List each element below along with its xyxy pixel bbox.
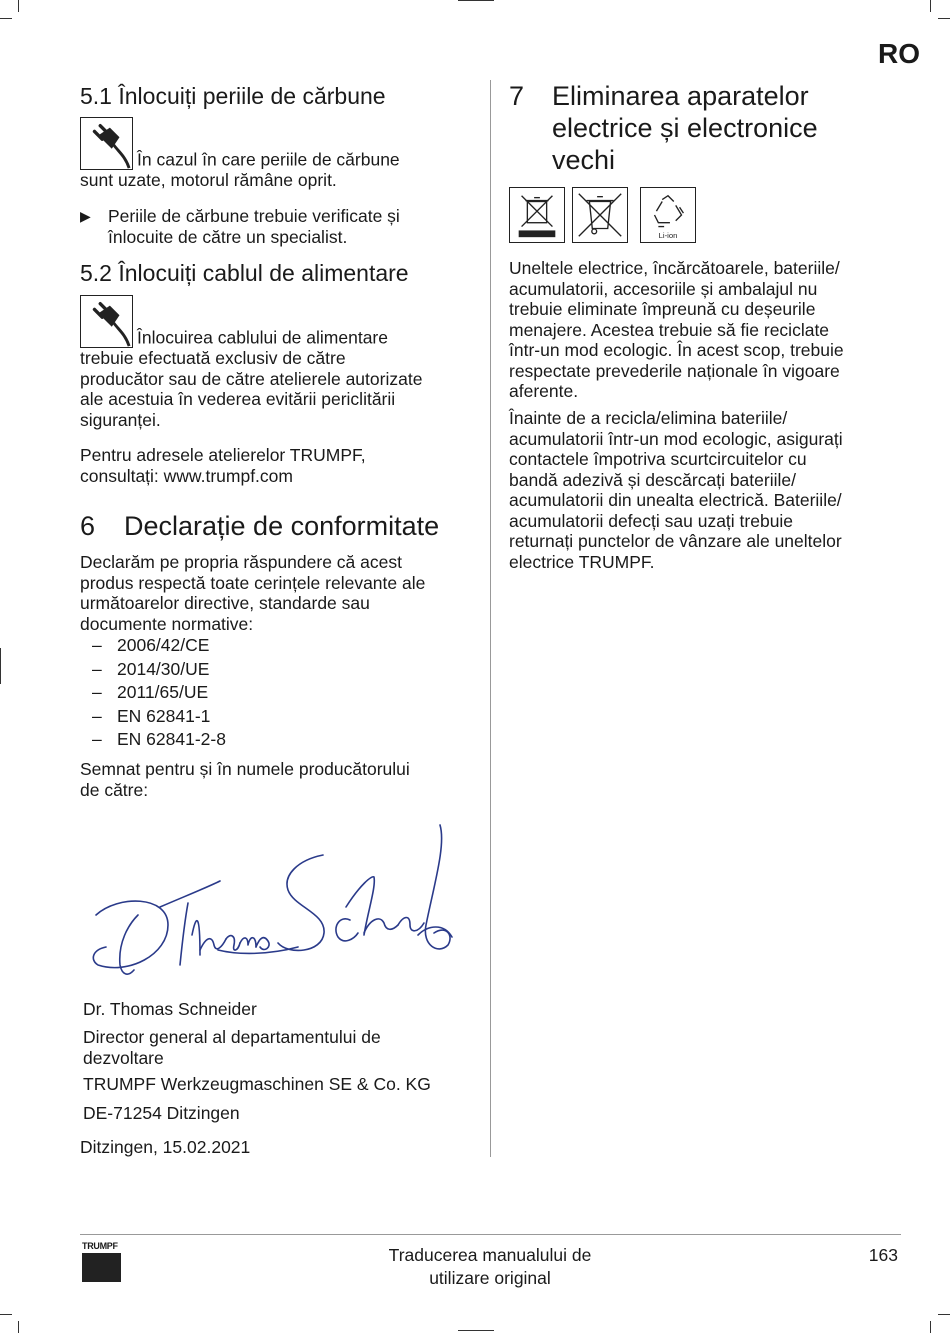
trumpf-logo <box>82 1241 122 1282</box>
workshop-address-paragraph <box>80 445 480 486</box>
signed-paragraph <box>80 759 480 800</box>
crop-mark <box>18 1321 19 1333</box>
section-number: 6 <box>80 511 96 541</box>
para-line: respectate prevederile naționale în vigoare <box>509 360 840 381</box>
recycle-li-ion-icon <box>640 187 696 243</box>
footer-title <box>340 1244 640 1290</box>
signer-title <box>83 1027 381 1068</box>
section-5-2-paragraph <box>80 295 480 430</box>
logo-text: TRUMPF <box>82 1241 118 1251</box>
para-line: contactele împotriva scurtcircuitelor cu <box>509 449 807 469</box>
crop-mark <box>938 1314 950 1315</box>
para-line: aferente. <box>509 381 579 401</box>
para-line: menajere. Acestea trebuie să fie reciclate <box>509 319 830 340</box>
signer-name: Dr. Thomas Schneider <box>83 999 257 1019</box>
crop-mark <box>18 0 19 12</box>
page-number: 163 <box>868 1245 898 1265</box>
company-name: TRUMPF Werkzeugmaschinen SE & Co. KG <box>83 1074 431 1094</box>
para-line: trebuie efectuată exclusiv de către <box>80 348 346 368</box>
para-line: acumulatorii, accesoriile și ambalajul nu <box>509 278 818 299</box>
signature-image <box>88 815 458 990</box>
para-line: acumulatorii defecți sau uzați trebuie <box>509 510 794 531</box>
heading-line: Eliminarea aparatelor <box>552 81 809 111</box>
para-line: trebuie eliminate împreună cu deșeurile <box>509 299 816 319</box>
para-line: producător sau de către atelierele autorizate <box>80 368 423 389</box>
para-line: într-un mod ecologic. În acest scop, trebuie <box>509 340 844 360</box>
para-line: Înainte de a recicla/elimina bateriile/ <box>509 408 788 428</box>
para-line: consultați: www.trumpf.com <box>80 465 293 486</box>
bullet-line: Periile de cărbune trebuie verificate și <box>108 206 400 226</box>
para-start: În cazul în care periile de cărbune <box>137 149 400 170</box>
standards-list <box>80 634 480 752</box>
para-line: Semnat pentru și în numele producătorului <box>80 759 410 779</box>
crop-mark <box>938 18 950 19</box>
heading-5-2: 5.2 Înlocuiți cablul de alimentare <box>80 260 409 286</box>
footer-line: utilizare original <box>429 1268 551 1288</box>
heading-7 <box>509 80 909 176</box>
para-line: acumulatorii din unealta electrică. Bateriile/ <box>509 490 842 510</box>
footer-line: Traducerea manualului de <box>388 1245 592 1265</box>
para-line: Pentru adresele atelierelor TRUMPF, <box>80 445 366 465</box>
para-line: Director general al departamentului de <box>83 1027 381 1047</box>
para-line: ale acestuia în vederea evitării periclitării <box>80 389 396 409</box>
crop-mark <box>930 1321 931 1333</box>
heading-line: electrice și electronice <box>552 113 818 143</box>
disposal-paragraph-2 <box>509 408 889 572</box>
para-line: returnați punctelor de vânzare ale uneltelor <box>509 531 842 551</box>
crop-mark <box>930 0 931 12</box>
crop-mark <box>0 18 12 19</box>
heading-5-1: 5.1 Înlocuiți periile de cărbune <box>80 83 386 109</box>
triangle-bullet-icon: ▶ <box>80 208 91 224</box>
bullet-line: înlocuite de către un specialist. <box>108 226 348 247</box>
para-line: electrice TRUMPF. <box>509 551 655 572</box>
crop-mark <box>0 1314 12 1315</box>
list-item: – 2006/42/CE <box>92 635 210 655</box>
company-address: DE-71254 Ditzingen <box>83 1103 240 1123</box>
declaration-paragraph <box>80 552 480 634</box>
column-divider <box>490 80 491 1157</box>
list-item: – 2014/30/UE <box>92 658 210 679</box>
plug-icon <box>80 295 133 348</box>
footer-rule <box>80 1234 901 1235</box>
language-code: RO <box>878 38 920 69</box>
para-line: de către: <box>80 779 149 800</box>
section-number: 7 <box>509 81 525 111</box>
weee-crossed-bin-icon <box>572 187 628 243</box>
para-line: Uneltele electrice, încărcătoarele, bateriile/ <box>509 258 840 278</box>
para-line: următoarelor directive, standarde sau <box>80 593 370 613</box>
section-title: Declarație de conformitate <box>124 511 440 541</box>
list-item: – EN 62841-2-8 <box>92 729 226 749</box>
disposal-paragraph-1 <box>509 258 889 402</box>
crop-mark <box>0 648 1 684</box>
place-date: Ditzingen, 15.02.2021 <box>80 1137 251 1157</box>
para-line: siguranței. <box>80 409 161 430</box>
para-rest: sunt uzate, motorul rămâne oprit. <box>80 170 337 190</box>
heading-line: vechi <box>552 145 616 175</box>
para-line: documente normative: <box>80 613 254 634</box>
crop-mark <box>458 0 494 1</box>
plug-icon <box>80 117 133 170</box>
crop-mark <box>458 1330 494 1331</box>
para-line: acumulatorii într-un mod ecologic, asigurați <box>509 428 843 449</box>
list-item: – EN 62841-1 <box>92 705 211 726</box>
li-ion-label: Li-ion <box>658 231 678 241</box>
weee-bin-black-bar-icon <box>509 187 565 243</box>
para-line: produs respectă toate cerințele relevante ale <box>80 572 426 593</box>
heading-6 <box>80 510 480 542</box>
list-item: – 2011/65/UE <box>92 682 209 702</box>
para-line: Declarăm pe propria răspundere că acest <box>80 552 402 572</box>
para-line: bandă adezivă și descărcați bateriile/ <box>509 469 796 490</box>
bullet-item <box>80 206 480 247</box>
logo-block <box>82 1253 121 1282</box>
para-line: dezvoltare <box>83 1047 164 1068</box>
para-start: Înlocuirea cablului de alimentare <box>137 327 388 348</box>
section-5-1-paragraph <box>80 117 480 191</box>
